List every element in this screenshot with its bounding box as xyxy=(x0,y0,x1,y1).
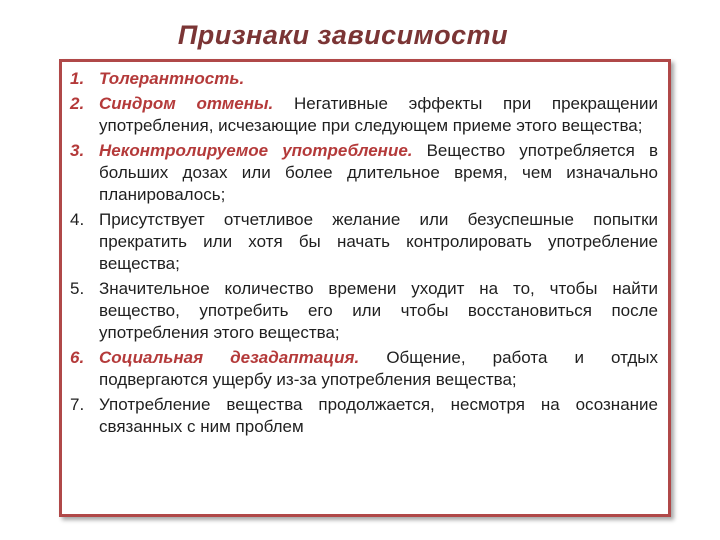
item-text: Употребление вещества продолжается, несмотря на осознание связанных с ним проблем xyxy=(99,395,658,436)
criteria-item-3 xyxy=(70,140,658,206)
item-number: 1. xyxy=(70,69,85,88)
item-number: 4. xyxy=(70,210,85,229)
item-term: Синдром отмены. xyxy=(99,94,274,113)
item-term: Неконтролируемое употребление. xyxy=(99,141,413,160)
criteria-frame xyxy=(59,59,671,517)
item-text: Общение, работа и отдых подвергаются ущербу из-за употребления вещества; xyxy=(99,348,658,389)
item-text: Значительное количество времени уходит на то, чтобы найти вещество, употребить его или чтобы восстановиться после употребления этого вещества; xyxy=(99,279,658,342)
item-number: 2. xyxy=(70,94,85,113)
item-text: Вещество употребляется в больших дозах или более длительное время, чем изначально планировалось; xyxy=(99,141,658,204)
item-number: 6. xyxy=(70,348,85,367)
item-text: Присутствует отчетливое желание или безуспешные попытки прекратить или хотя бы начать контролировать употребление вещества; xyxy=(99,210,658,273)
item-term: Социальная дезадаптация. xyxy=(99,348,360,367)
item-term: Толерантность. xyxy=(99,69,245,88)
criteria-item-7 xyxy=(70,394,658,438)
criteria-item-2 xyxy=(70,93,658,137)
slide-title: Признаки зависимости xyxy=(177,20,509,50)
item-number: 7. xyxy=(70,395,85,414)
item-text: Негативные эффекты при прекращении употребления, исчезающие при следующем приеме этого вещества; xyxy=(99,94,658,135)
criteria-item-6 xyxy=(70,347,658,391)
criteria-item-1 xyxy=(70,68,658,90)
criteria-item-4 xyxy=(70,209,658,275)
item-number: 5. xyxy=(70,279,85,298)
criteria-list xyxy=(70,68,658,441)
item-number: 3. xyxy=(70,141,85,160)
criteria-item-5 xyxy=(70,278,658,344)
